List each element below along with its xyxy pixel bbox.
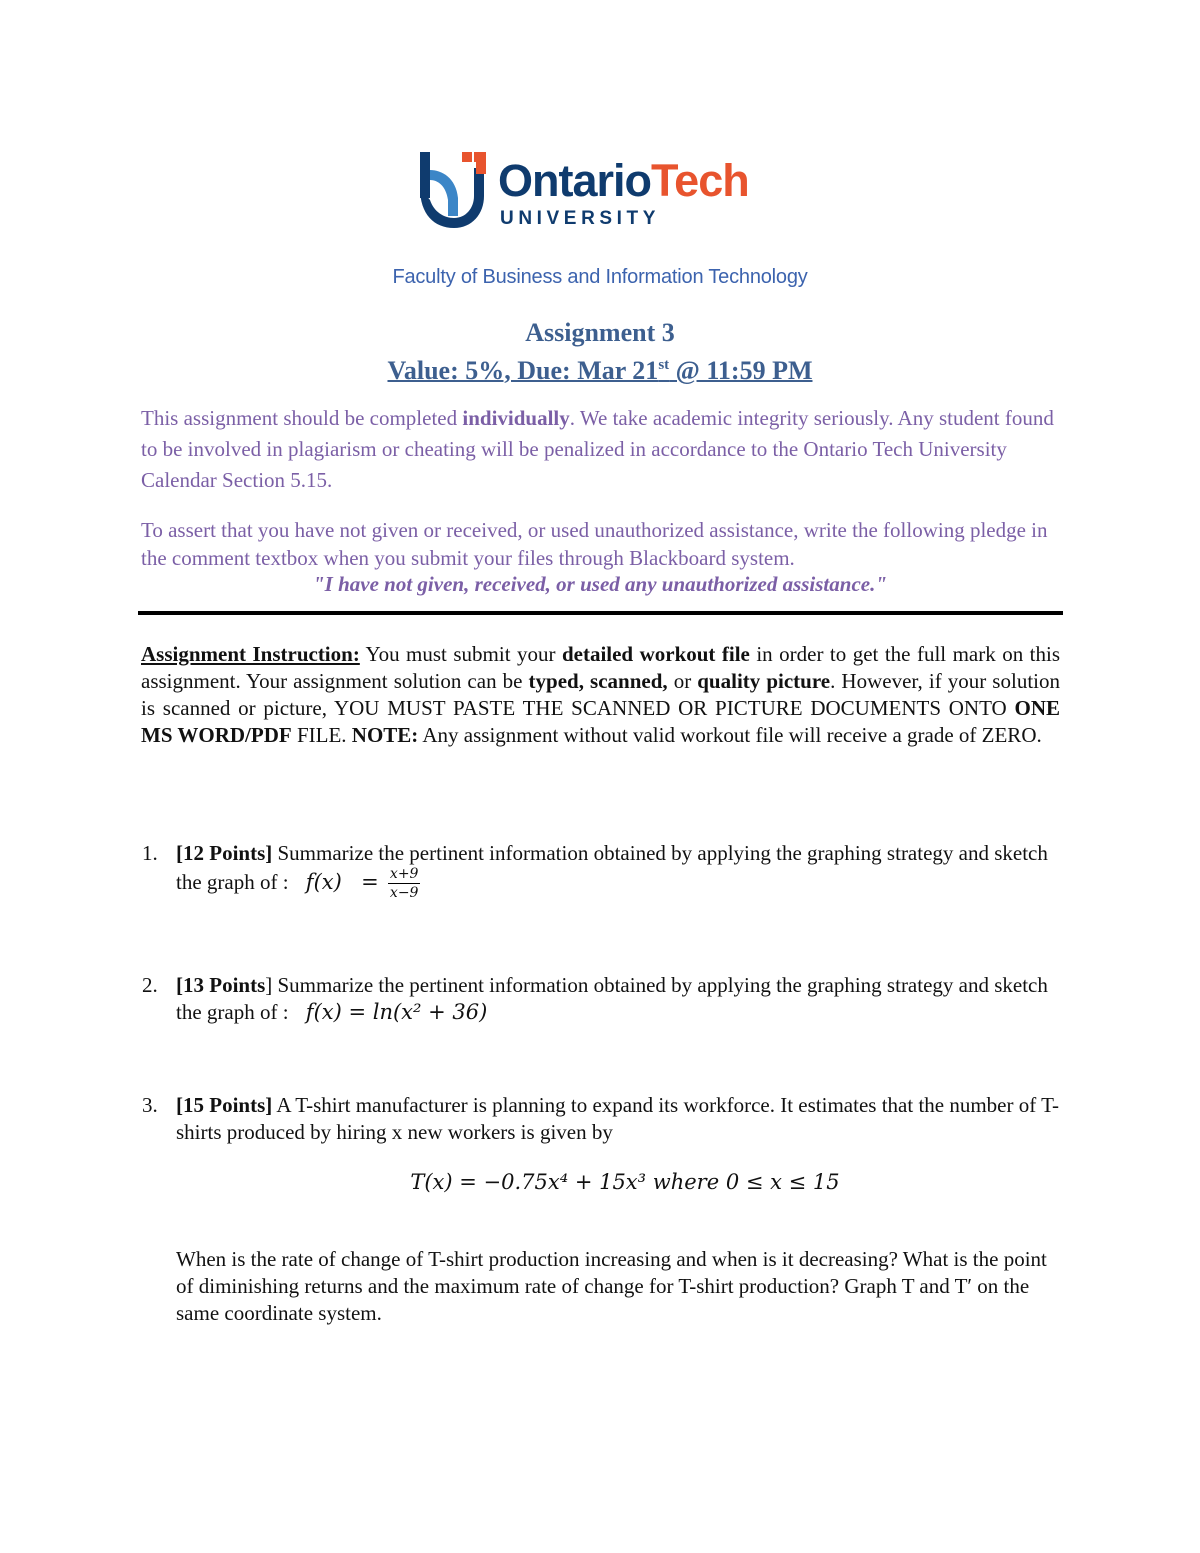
pledge-text: "I have not given, received, or used any unauthorized assistance." xyxy=(313,572,887,596)
instruction-bold: detailed workout file xyxy=(561,642,750,666)
university-logo xyxy=(418,148,778,234)
assignment-due xyxy=(0,356,1200,386)
formula-equals: = xyxy=(361,869,379,894)
faculty-name: Faculty of Business and Information Technology xyxy=(392,266,808,288)
formula-lhs: f(x) xyxy=(305,869,342,894)
instruction-text: in order to get the full mark on this assignment. Your assignment solution can be xyxy=(141,642,1060,693)
notice-bold: individually xyxy=(462,406,570,430)
fraction-denominator: x−9 xyxy=(389,885,419,901)
instruction-label: Assignment Instruction: xyxy=(141,642,360,666)
notice-text-end: . We take academic integrity seriously. Any student found to be involved in plagiarism or cheating will be penalized in accordance to the Ontario Tech University Calendar Section 5.15. xyxy=(141,406,1054,492)
question-points: [12 Points] xyxy=(176,841,273,865)
fraction-numerator: x+9 xyxy=(389,866,419,882)
logo-emblem-icon xyxy=(418,148,490,234)
notice-text: This assignment should be completed xyxy=(141,406,463,430)
question-points: [13 Points xyxy=(176,973,266,997)
logo-word-ontario: Ontario xyxy=(498,155,652,206)
question-number: 1. xyxy=(142,841,158,865)
formula: f(x) = ln(x² + 36) xyxy=(305,1000,488,1024)
logo-subtitle: UNIVERSITY xyxy=(500,208,661,229)
question-text: Summarize the pertinent information obtained by applying the graphing strategy and sketch the graph of : xyxy=(176,973,1048,1024)
question-points-close: ] xyxy=(265,973,273,997)
instruction-text: You must submit your xyxy=(359,642,562,666)
question-points: [15 Points] xyxy=(176,1093,273,1117)
question-text: Summarize the pertinent information obtained by applying the graphing strategy and sketch the graph of : xyxy=(176,841,1048,894)
formula-production: T(x) = −0.75x⁴ + 15x³ where 0 ≤ x ≤ 15 xyxy=(410,1170,840,1194)
logo-word-tech: Tech xyxy=(651,155,749,206)
question-text: A T-shirt manufacturer is planning to expand its workforce. It estimates that the number of T-shirts produced by hiring x new workers is given by xyxy=(176,1093,1060,1144)
assignment-title: Assignment 3 xyxy=(525,318,675,347)
divider xyxy=(138,611,1063,615)
question-3-followup: When is the rate of change of T-shirt production increasing and when is it decreasing? What is the point of diminishing returns and the maximum rate of change for T-shirt production? Graph T and T′ on the same coordinate system. xyxy=(176,1247,1047,1325)
instruction-bold: NOTE: xyxy=(351,723,419,747)
instruction-bold: ONE MS WORD/PDF xyxy=(141,696,1060,747)
instruction-text: FILE. xyxy=(291,723,352,747)
integrity-notice xyxy=(141,403,1071,496)
assignment-instruction xyxy=(141,641,1060,749)
logo-wordmark xyxy=(498,155,749,206)
due-superscript: st xyxy=(658,357,670,373)
instruction-text: or xyxy=(667,669,698,693)
due-suffix: @ 11:59 PM xyxy=(669,356,813,385)
pledge-instruction: To assert that you have not given or received, or used unauthorized assistance, write the following pledge in the comment textbox when you submit your files through Blackboard system. xyxy=(141,518,1048,570)
formula-fraction xyxy=(388,867,421,901)
due-prefix: Value: 5%, Due: Mar 21 xyxy=(387,356,659,385)
question-number: 2. xyxy=(142,973,158,997)
question-number: 3. xyxy=(142,1093,158,1117)
instruction-text: . However, if your solution is scanned or picture, YOU MUST PASTE THE SCANNED OR PICTURE DOCUMENTS ONTO xyxy=(141,669,1060,720)
instruction-bold: quality picture xyxy=(697,669,831,693)
instruction-bold: typed, scanned, xyxy=(528,669,668,693)
instruction-text: Any assignment without valid workout file will receive a grade of ZERO. xyxy=(418,723,1042,747)
